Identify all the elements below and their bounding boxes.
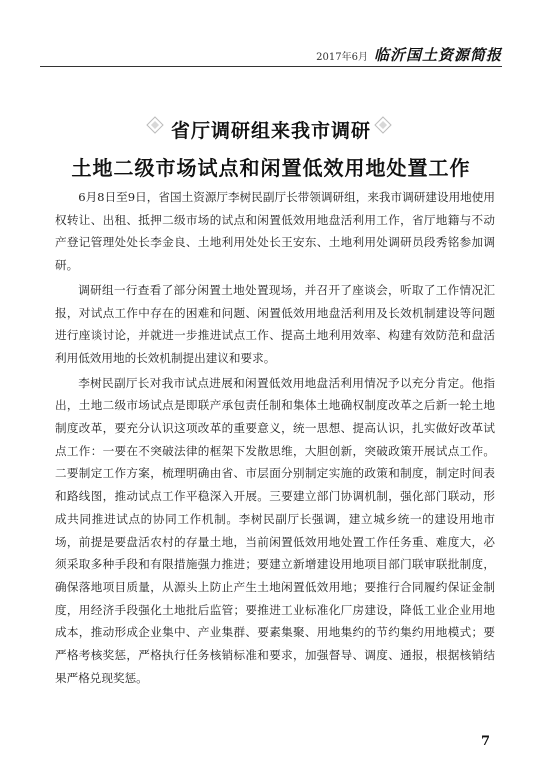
header-rule (40, 66, 502, 67)
article-title-line-1: 省厅调研组来我市调研 (170, 120, 371, 142)
page-number: 7 (480, 734, 490, 749)
issue-date: 2017年6月 (316, 52, 368, 63)
paragraph: 6月8日至9日，省国土资源厅李树民副厅长带领调研组，来我市调研建设用地使用权转让、出租、抵押二级市场的试点和闲置低效用地盘活利用工作，省厅地籍与不动产登记管理处处长李金良、土地利用处处长王安东、土地利用处调研员段秀铭参加调研。 (55, 190, 495, 273)
paragraph: 调研组一行查看了部分闲置土地处置现场，并召开了座谈会，听取了工作情况汇报，对试点工作中存在的困难和问题、闲置低效用地盘活利用及长效机制建设等问题进行座谈讨论，并就进一步推进试点工作、提高土地利用效率、构建有效防范和盘活利用低效用地的长效机制提出建议和要求。 (55, 282, 495, 365)
paragraph: 李树民副厅长对我市试点进展和闲置低效用地盘活利用情况予以充分肯定。他指出，土地二级市场试点是即联产承包责任制和集体土地确权制度改革之后新一轮土地制度改革，要充分认识这项改革的重要意义，统一思想、提高认识，扎实做好改革试点工作：一要在不突破法律的框架下发散思维，大胆创新，突破政策开展试点工作。二要制定工作方案，梳理明确由省、市层面分别制定实施的政策和制度，制定时间表和路线图，推动试点工作平稳深入开展。三要建立部门协调机制，强化部门联动，形成共同推进试点的协同工作机制。李树民副厅长强调，建立城乡统一的建设用地市场，前提是要盘活农村的存量土地，当前闲置低效用地处置工作任务重、难度大，必须采取多种手段和有限措施强力推进；要建立新增建设用地项目部门联审联批制度，确保落地项目质量，从源头上防止产生土地闲置低效用地；要推行合同履约保证金制度，用经济手段强化土地批后监管；要推进工业标准化厂房建设，降低工业企业用地成本，推动形成企业集中、产业集群、要素集聚、用地集约的节约集约用地模式；要严格考核奖惩，严格执行任务核销标准和要求，加强督导、调度、通报，根据核销结果严格兑现奖惩。 (55, 375, 495, 685)
running-header (316, 44, 502, 65)
publication-brand: 临沂国土资源简报 (373, 46, 502, 64)
article-title-line-2: 土地二级市场试点和闲置低效用地处置工作 (71, 156, 471, 180)
article-body (55, 186, 495, 689)
